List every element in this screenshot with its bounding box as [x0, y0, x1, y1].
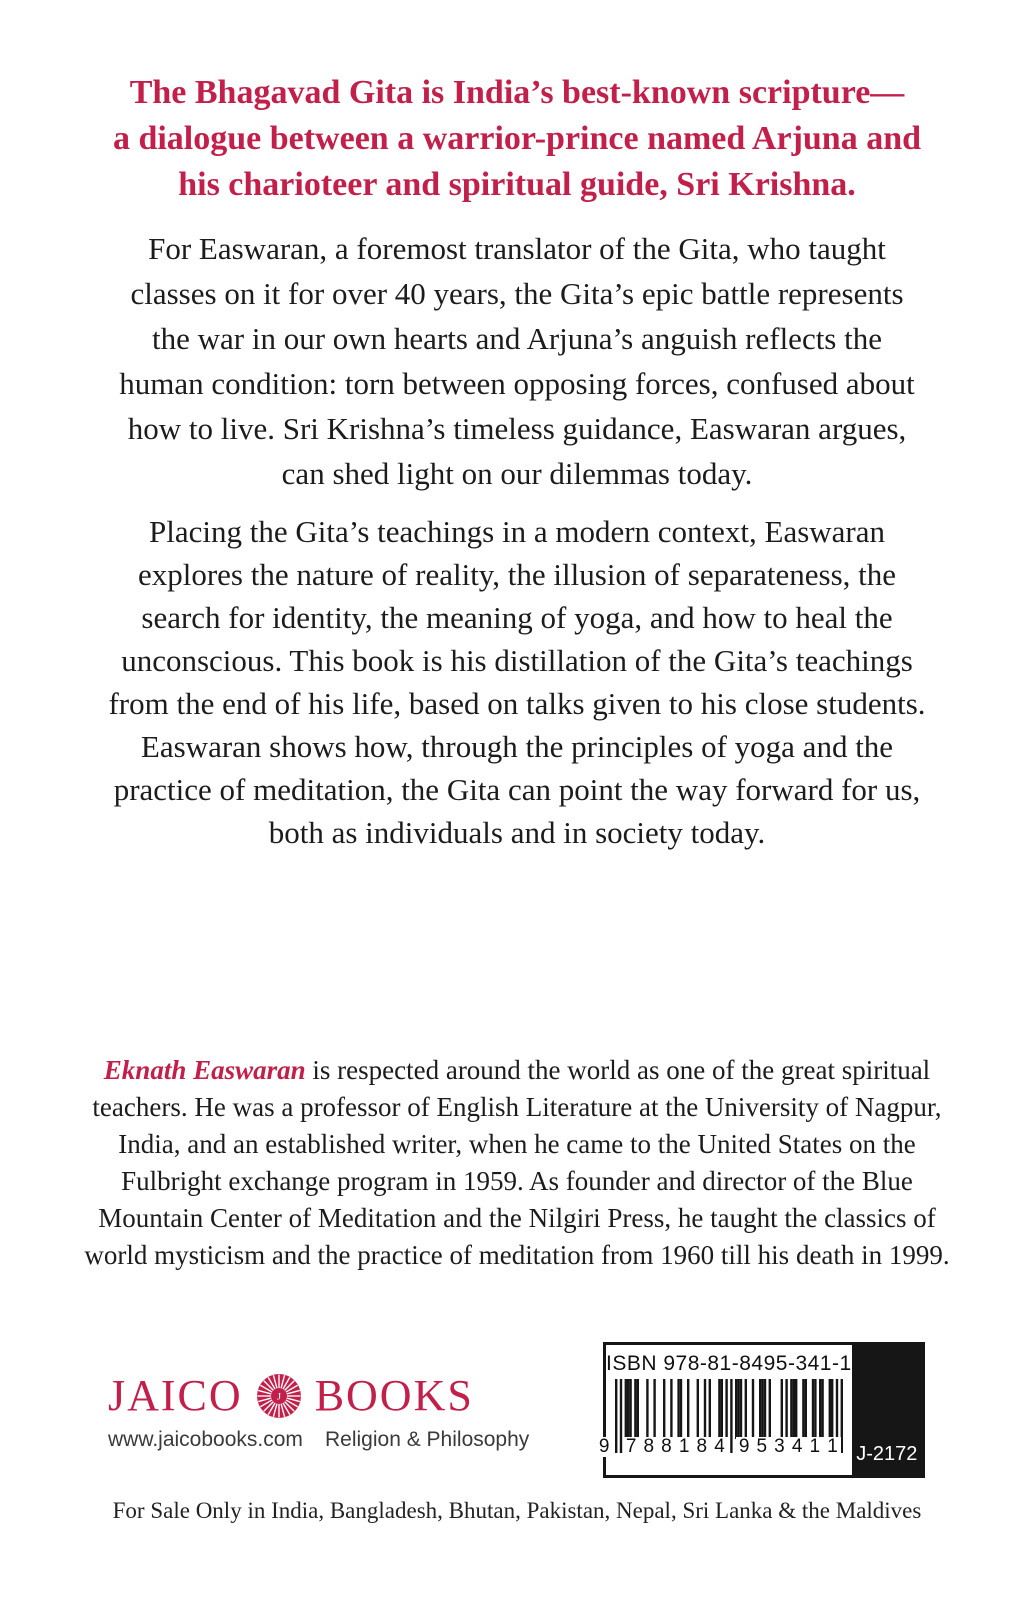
back-cover-headline — [0, 0, 1034, 208]
publisher-subline — [108, 1428, 529, 1452]
text-line: teachers. He was a professor of English Literature at the University of Nagpur, — [92, 1092, 942, 1122]
publisher-code-block — [852, 1345, 922, 1475]
publisher-category: Religion & Philosophy — [325, 1428, 530, 1451]
synopsis-paragraph-1 — [0, 226, 1034, 496]
text-line: his charioteer and spiritual guide, Sri Krishna. — [178, 166, 856, 203]
author-name: Eknath Easwaran — [103, 1055, 306, 1085]
text-line: Mountain Center of Meditation and the Nilgiri Press, he taught the classics of — [98, 1203, 936, 1233]
text-line: practice of meditation, the Gita can point the way forward for us, — [113, 772, 921, 807]
text-line: world mysticism and the practice of meditation from 1960 till his death in 1999. — [84, 1240, 950, 1270]
text-line: how to live. Sri Krishna’s timeless guidance, Easwaran argues, — [127, 411, 907, 446]
emblem-letter: J — [276, 1391, 281, 1403]
author-bio-line-1 — [0, 1052, 1034, 1089]
text-line: Easwaran shows how, through the principles of yoga and the — [140, 729, 894, 764]
text-line: Placing the Gita’s teachings in a modern context, Easwaran — [148, 514, 886, 549]
synopsis-paragraph-2 — [0, 510, 1034, 854]
isbn-label: ISBN 978-81-8495-341-1 — [606, 1352, 852, 1375]
publisher-and-barcode-row — [0, 1342, 1034, 1482]
publisher-website: www.jaicobooks.com — [108, 1428, 303, 1451]
text-line: For Easwaran, a foremost translator of the Gita, who taught — [148, 231, 886, 266]
author-bio — [0, 1052, 1034, 1274]
text-line: classes on it for over 40 years, the Gita’s epic battle represents — [130, 276, 904, 311]
barcode-digits-group2: 9 5 3 4 1 1 — [736, 1437, 841, 1457]
text-line: a dialogue between a warrior-prince named Arjuna and — [112, 120, 922, 157]
barcode-panel — [598, 1342, 925, 1478]
jaico-wordmark-left: JAICO — [108, 1371, 243, 1420]
author-bio-continued — [0, 1089, 1034, 1274]
text-line: human condition: torn between opposing forces, confused about — [119, 366, 915, 401]
text-line: Fulbright exchange program in 1959. As founder and director of the Blue — [121, 1166, 913, 1196]
author-bio-line1-rest: is respected around the world as one of the great spiritual — [305, 1055, 931, 1085]
text-line: explores the nature of reality, the illusion of separateness, the — [137, 557, 897, 592]
text-line: from the end of his life, based on talks given to his close students. — [108, 686, 926, 721]
jaico-wordmark-right: BOOKS — [314, 1371, 474, 1420]
publisher-code-label: J-2172 — [856, 1443, 918, 1465]
publisher-block — [108, 1373, 529, 1452]
text-line: unconscious. This book is his distillation of the Gita’s teachings — [121, 643, 913, 678]
text-line: the war in our own hearts and Arjuna’s anguish reflects the — [151, 321, 882, 356]
text-line: The Bhagavad Gita is India’s best-known scripture— — [129, 74, 905, 111]
jaico-sunburst-emblem-icon — [256, 1373, 302, 1419]
ean13-barcode — [598, 1379, 843, 1457]
text-line: can shed light on our dilemmas today. — [281, 456, 753, 491]
barcode-digit-lead: 9 — [598, 1436, 610, 1457]
barcode-area — [598, 1345, 852, 1475]
text-line: India, and an established writer, when he came to the United States on the — [118, 1129, 916, 1159]
barcode-digits-group1: 7 8 8 1 8 4 — [623, 1437, 728, 1457]
jaico-logo — [108, 1373, 529, 1419]
sale-territory-note: For Sale Only in India, Bangladesh, Bhutan, Pakistan, Nepal, Sri Lanka & the Maldives — [112, 1498, 922, 1523]
text-line: search for identity, the meaning of yoga, and how to heal the — [141, 600, 893, 635]
text-line: both as individuals and in society today. — [268, 815, 766, 850]
